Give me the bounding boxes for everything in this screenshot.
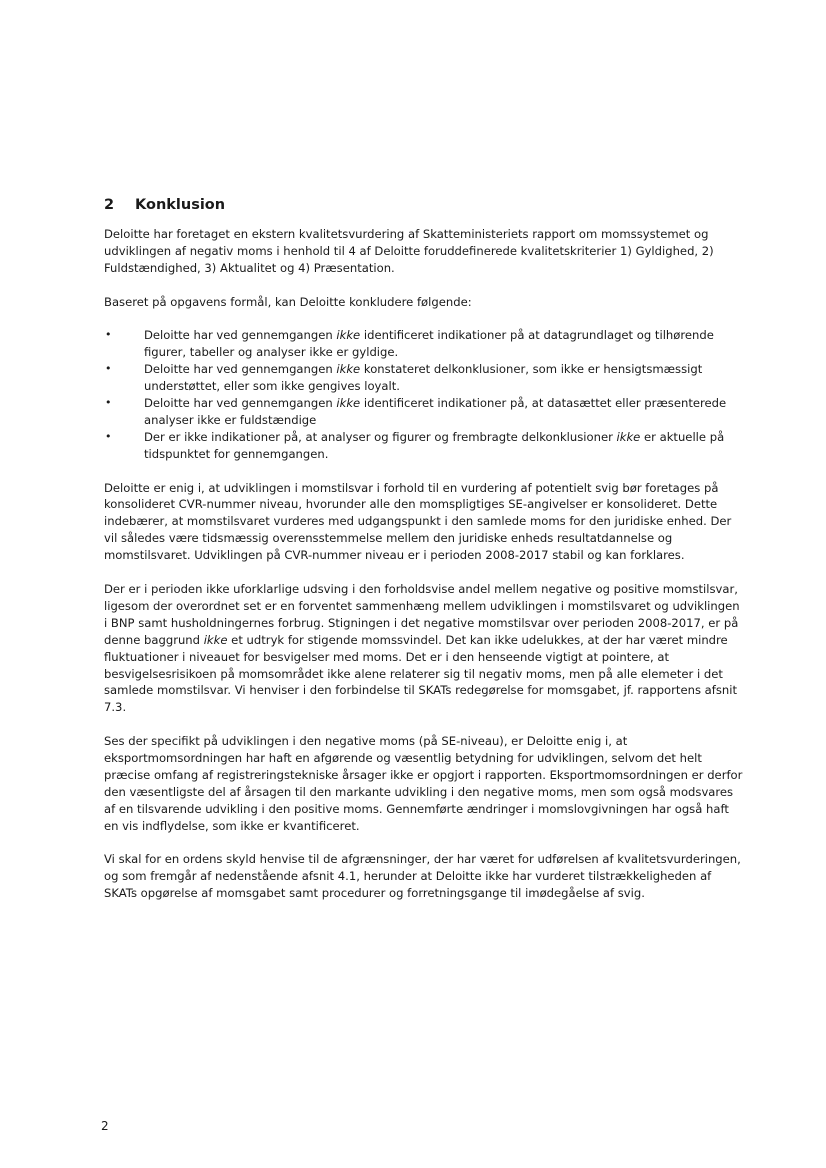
list-item-text: er aktuelle på tidspunktet for gennemgangen. xyxy=(144,429,725,461)
basis-paragraph: Baseret på opgavens formål, kan Deloitte konkludere følgende: xyxy=(104,294,472,309)
section-body xyxy=(104,226,744,902)
bullet-icon: • xyxy=(105,396,112,410)
list-item-text: Der er ikke indikationer på, at analyser og figurer og frembragte delkonklusioner xyxy=(144,429,617,444)
list-item-emphasis: ikke xyxy=(336,396,361,411)
list-item-text: konstateret delkonklusioner, som ikke er hensigtsmæssigt understøttet, eller som ikke gengives loyalt. xyxy=(144,362,703,394)
list-item xyxy=(104,361,744,395)
list-item xyxy=(104,429,744,463)
bullet-icon: • xyxy=(105,429,112,443)
list-item-emphasis: ikke xyxy=(336,362,361,377)
list-item-emphasis: ikke xyxy=(616,429,641,444)
fluctuation-paragraph xyxy=(104,581,744,716)
list-item-text: Deloitte har ved gennemgangen xyxy=(144,328,337,343)
list-item-text: identificeret indikationer på, at datasættet eller præsenterede analyser ikke er fuldstændige xyxy=(144,396,727,427)
scope-paragraph: Vi skal for en ordens skyld henvise til de afgrænsninger, der har været for udførelsen af kvalitetsvurderingen, og som fremgår af nedenstående afsnit 4.1, herunder at Deloitte ikke har vurderet tilstrækkeligheden af SKATs opgørelse af momsgabet samt procedurer og forretningsgange til imødegåelse af svig. xyxy=(104,852,741,901)
section-heading xyxy=(104,197,225,213)
list-item-text: Deloitte har ved gennemgangen xyxy=(144,396,337,411)
paragraph-emphasis: ikke xyxy=(203,632,228,647)
list-item xyxy=(104,327,744,361)
bullet-icon: • xyxy=(105,328,112,342)
conclusion-list xyxy=(104,327,744,462)
list-item-emphasis: ikke xyxy=(336,328,361,343)
list-item xyxy=(104,395,744,429)
list-item-text: Deloitte har ved gennemgangen xyxy=(144,362,337,377)
se-level-paragraph: Ses der specifikt på udviklingen i den negative moms (på SE-niveau), er Deloitte enig i, at eksportmomsordningen har haft en afgørende og væsentlig betydning for udviklingen, selvom det helt præcise omfang af registreringstekniske årsager ikke er opgjort i rapporten. Eksportmomsordningen er derfor den væsentligste del af årsagen til den markante udvikling i den negative moms, men som også modsvares af en tilsvarende udvikling i den positive moms. Gennemførte ændringer i momslovgivningen har også haft en vis indflydelse, som ikke er kvantificeret. xyxy=(104,734,743,833)
intro-paragraph: Deloitte har foretaget en ekstern kvalitetsvurdering af Skatteministeriets rapport om momssystemet og udviklingen af negativ moms i henhold til 4 af Deloitte foruddefinerede kvalitetskriterier 1) Gyldighed, 2) Fuldstændighed, 3) Aktualitet og 4) Præsentation. xyxy=(104,227,714,275)
page-number: 2 xyxy=(101,1119,109,1133)
bullet-icon: • xyxy=(105,362,112,376)
section-number: 2 xyxy=(104,197,115,213)
paragraph-text: et udtryk for stigende momssvindel. Det kan ikke udelukkes, at der har været mindre fluktuationer i niveauet for besvigelser med moms. Det er i den henseende vigtigt at pointere, at besvigelsesrisikoen på momsområdet ikke alene relaterer sig til negativ moms, men på alle elemeter i det samlede momstilsvar. Vi henviser i den forbindelse til SKATs redegørelse for momsgabet, jf. rapportens afsnit 7.3. xyxy=(104,632,738,715)
section-title: Konklusion xyxy=(135,197,226,213)
paragraph-text: Der er i perioden ikke uforklarlige udsving i den forholdsvise andel mellem negative og positive momstilsvar, ligesom der overordnet set er en forventet sammenhæng mellem udviklingen i momstilsvaret og udviklingen i BNP samt husholdningernes forbrug. Stigningen i det negative momstilsvar over perioden 2008-2017, er på denne baggrund xyxy=(104,581,740,647)
list-item-text: identificeret indikationer på at datagrundlaget og tilhørende figurer, tabeller og analyser ikke er gyldige. xyxy=(144,328,714,360)
cvr-paragraph: Deloitte er enig i, at udviklingen i momstilsvar i forhold til en vurdering af potentielt svig bør foretages på konsolideret CVR-nummer niveau, hvorunder alle den momspligtiges SE-angivelser er konsolideret. Dette indebærer, at momstilsvaret vurderes med udgangspunkt i den samlede moms for den juridiske enhed. Der vil således være tidsmæssig overensstemmelse mellem den juridiske enheds resultatdannelse og momstilsvaret. Udviklingen på CVR-nummer niveau er i perioden 2008-2017 stabil og kan forklares. xyxy=(104,480,732,563)
